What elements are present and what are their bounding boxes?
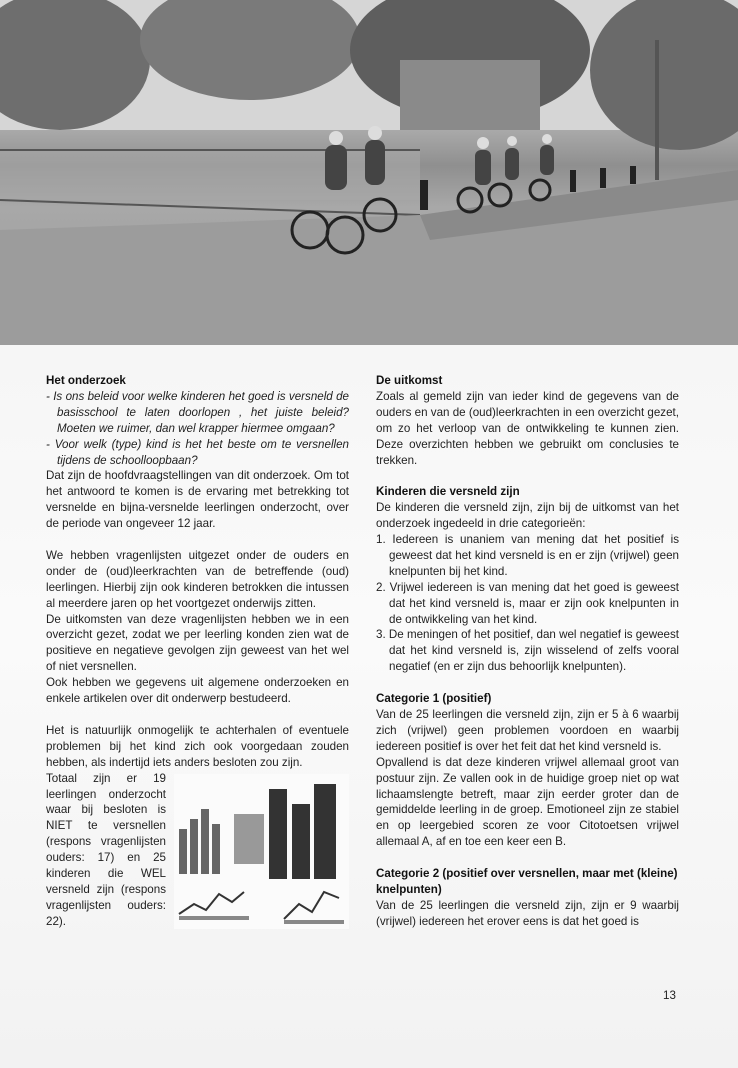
list-item: 3. De meningen of het positief, dan wel negatief is geweest dat het kind versneld is, zijn wisselend of zelfs vooral negatief (en er zijn dus behoorlijk knelpunten). <box>376 628 679 674</box>
page-number: 13 <box>663 989 676 1002</box>
question-1: - Is ons beleid voor welke kinderen het goed is versneld de basisschool te laten doorlopen , het juiste beleid? Moeten we ruimer, dan wel krapper hiermee omgaan? <box>46 389 349 435</box>
paragraph: Opvallend is dat deze kinderen vrijwel allemaal groot van postuur zijn. Ze vallen ook in de huidige groep niet op wat lichaamslengte betreft, maar zijn eerder groter dan de gemiddelde leerling in de groep. Emotioneel zijn ze stabiel en op leergebied scoren ze voor Citotoetsen vrijwel allemaal A, af en toe een keer een B. <box>376 755 679 849</box>
heading-de-uitkomst: De uitkomst <box>376 374 443 387</box>
paragraph: Van de 25 leerlingen die versneld zijn, zijn er 9 waarbij (vrijwel) iedereen het erover eens is dat het goed is <box>376 898 679 928</box>
left-column <box>46 373 349 930</box>
paragraph: Dat zijn de hoofdvraagstellingen van dit onderzoek. Om tot het antwoord te komen is de ervaring met betrekking tot versnelde en bijna-versnelde leerlingen onderzocht, over de periode van ongeveer 12 jaar. <box>46 469 349 531</box>
question-2: - Voor welk (type) kind is het het beste om te versnellen tijdens de schoolloopbaan? <box>46 437 349 467</box>
paragraph: Zoals al gemeld zijn van ieder kind de gegevens van de ouders en van de (oud)leerkrachten in een overzicht gezet, om zo het verloop van de ontwikkeling te kunnen zien. Deze overzichten hebben we gebruikt om conclusies te trekken. <box>376 389 679 467</box>
cyclists-photo <box>0 0 738 345</box>
paragraph: Ook hebben we gegevens uit algemene onderzoeken en enkele artikelen over dit onderwerp bestudeerd. <box>46 676 349 706</box>
heading-het-onderzoek: Het onderzoek <box>46 374 126 387</box>
charts-image <box>174 774 349 929</box>
category-list <box>376 532 679 675</box>
paragraph: Totaal zijn er 19 leerlingen onderzocht waar bij besloten is NIET te versnellen (respons vragenlijsten ouders: 17) en 25 kinderen die WEL versneld zijn (respons vragenlijsten ouders: 22). <box>46 771 166 928</box>
heading-kinderen-versneld: Kinderen die versneld zijn <box>376 485 520 499</box>
cyclists-illustration <box>0 0 738 345</box>
heading-categorie-2: Categorie 2 (positief over versnellen, maar met (kleine) knelpunten) <box>376 867 678 896</box>
paragraph: Het is natuurlijk onmogelijk te achterhalen of eventuele problemen bij het kind zich ook voorgedaan zouden hebben, als indertijd iets anders besloten zou zijn. <box>46 723 349 769</box>
list-item: 1. Iedereen is unaniem van mening dat het positief is geweest dat het kind versneld is en er zijn (vrijwel) geen knelpunten bij het kind. <box>376 533 679 578</box>
right-column <box>376 373 679 930</box>
paragraph: Van de 25 leerlingen die versneld zijn, zijn er 5 à 6 waarbij zich (vrijwel) geen problemen voordoen en waarbij iedereen positief is over het feit dat het kind versneld is. <box>376 708 679 753</box>
heading-categorie-1: Categorie 1 (positief) <box>376 692 492 706</box>
paragraph: De uitkomsten van deze vragenlijsten hebben we in een overzicht gezet, zodat we per leerling konden zien wat de positieve en negatieve gevolgen zijn geweest van het wel of niet versnellen. <box>46 612 349 674</box>
list-item: 2. Vrijwel iedereen is van mening dat het goed is geweest dat het kind versneld is, maar er zijn ook knelpunten in de ontwikkeling van het kind. <box>376 580 679 626</box>
paragraph: De kinderen die versneld zijn, zijn bij de uitkomst van het onderzoek ingedeeld in drie categorieën: <box>376 501 679 531</box>
paragraph: We hebben vragenlijsten uitgezet onder de ouders en onder de (oud)leerkrachten van de betreffende (oud) leerlingen. Hierbij zijn ook kinderen betrokken die intussen al meerdere jaren op het voortgezet onderwijs zitten. <box>46 548 349 610</box>
